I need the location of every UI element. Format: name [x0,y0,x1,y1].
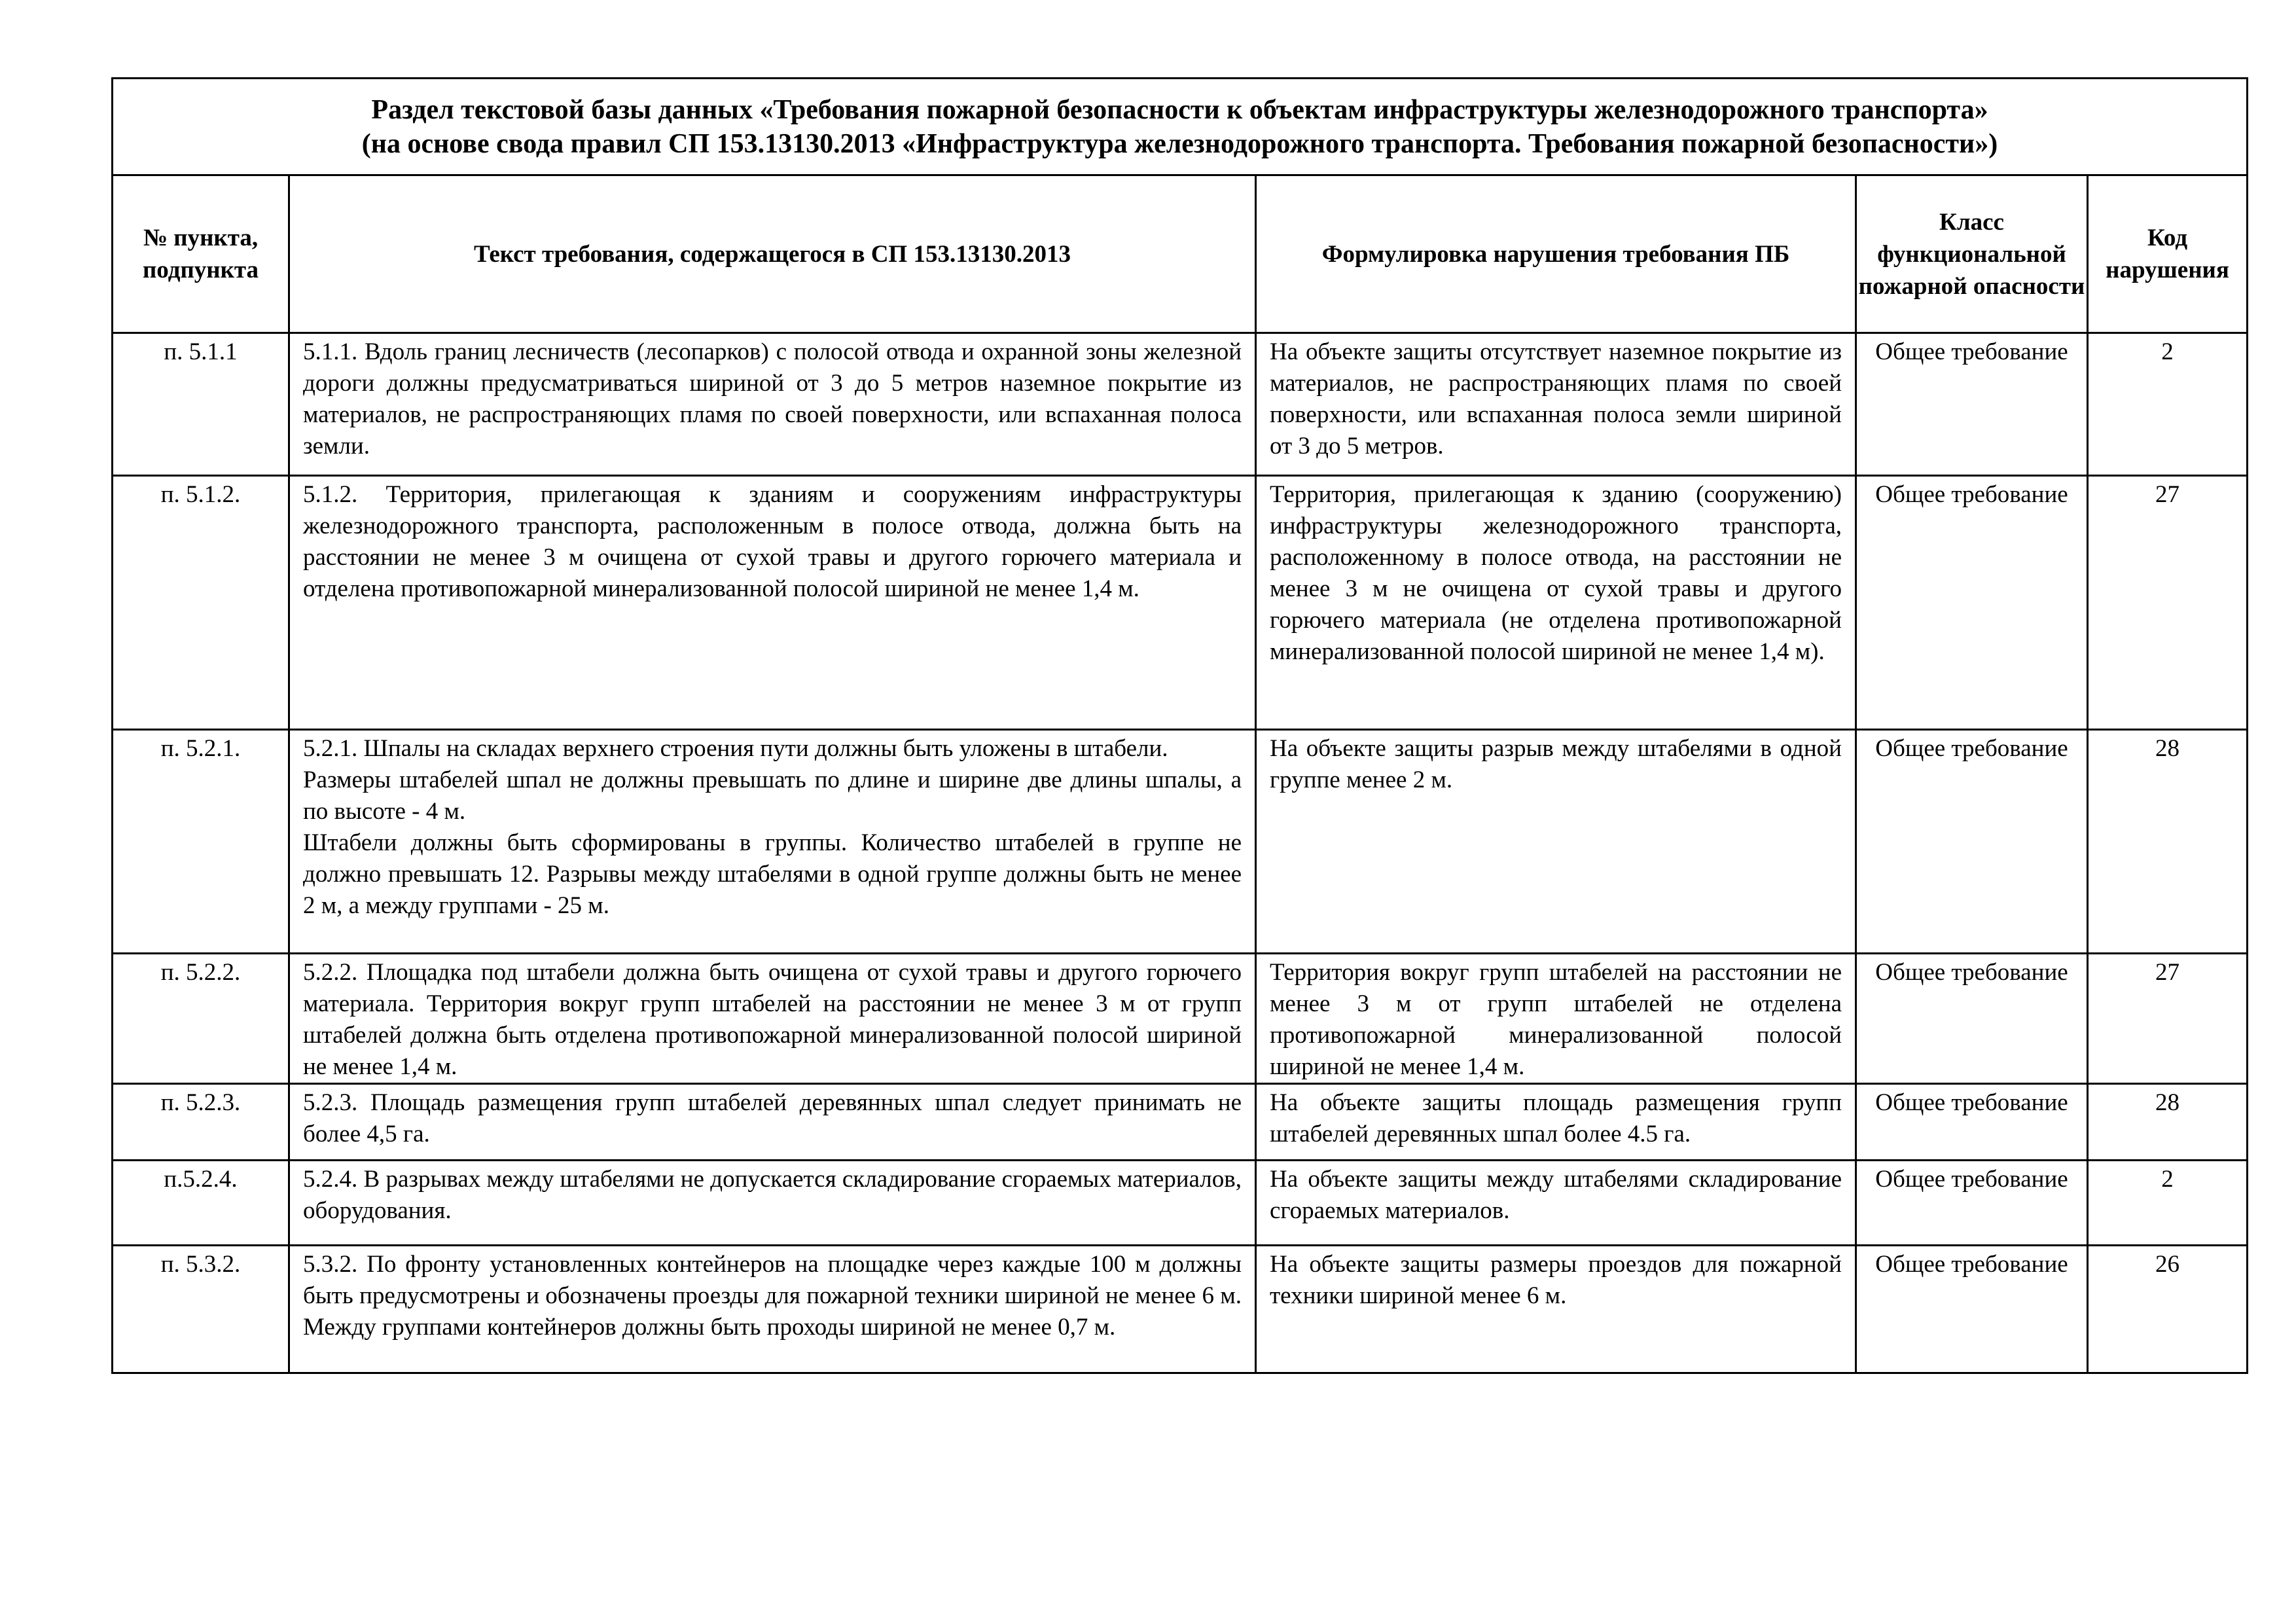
requirement-paragraph: 5.1.1. Вдоль границ лесничеств (лесопарков) с полосой отвода и охранной зоны железной дороги должны предусматриваться шириной от 3 до 5 метров наземное покрытие из материалов, не распространяющих пламя по своей поверхности, или вспаханная полоса земли. [303,338,1242,460]
cell-requirement-text [289,1161,1256,1246]
requirement-paragraph: 5.1.2. Территория, прилегающая к зданиям и сооружениям инфраструктуры железнодорожного транспорта, расположенным в полосе отвода, должна быть на расстоянии не менее 3 м очищена от сухой травы и другого горючего материала и отделена противопожарной минерализованной полосой шириной не менее 1,4 м. [303,481,1242,602]
table-body [113,333,2248,1373]
cell-violation: На объекте защиты разрыв между штабелями в одной группе менее 2 м. [1256,730,1856,954]
document-title [113,79,2248,175]
cell-requirement-text [289,730,1256,954]
column-header-text: Текст требования, содержащегося в СП 153.13130.2013 [289,175,1256,333]
cell-violation: На объекте защиты площадь размещения групп штабелей деревянных шпал более 4.5 га. [1256,1084,1856,1161]
table-row [113,333,2248,476]
cell-fire-class: Общее требование [1856,1161,2088,1246]
cell-violation: На объекте защиты размеры проездов для пожарной техники шириной менее 6 м. [1256,1246,1856,1373]
cell-fire-class: Общее требование [1856,333,2088,476]
table-row [113,954,2248,1084]
column-header-code: Код нарушения [2088,175,2248,333]
cell-requirement-text [289,954,1256,1084]
cell-num: п.5.2.4. [113,1161,289,1246]
cell-code: 27 [2088,954,2248,1084]
requirement-paragraph: 5.3.2. По фронту установленных контейнеров на площадке через каждые 100 м должны быть предусмотрены и обозначены проезды для пожарной техники шириной не менее 6 м. Между группами контейнеров должны быть проходы шириной не менее 0,7 м. [303,1251,1242,1341]
cell-fire-class: Общее требование [1856,954,2088,1084]
column-header-fire-class: Класс функциональной пожарной опасности [1856,175,2088,333]
cell-num: п. 5.2.1. [113,730,289,954]
table-row [113,476,2248,730]
cell-code: 2 [2088,333,2248,476]
column-header-violation: Формулировка нарушения требования ПБ [1256,175,1856,333]
cell-violation: На объекте защиты между штабелями складирование сгораемых материалов. [1256,1161,1856,1246]
cell-requirement-text [289,333,1256,476]
cell-violation: На объекте защиты отсутствует наземное покрытие из материалов, не распространяющих пламя по своей поверхности, или вспаханная полоса земли шириной от 3 до 5 метров. [1256,333,1856,476]
cell-requirement-text [289,1084,1256,1161]
cell-requirement-text [289,476,1256,730]
requirement-paragraph: 5.2.1. Шпалы на складах верхнего строения пути должны быть уложены в штабели. [303,735,1168,762]
title-line-1: Раздел текстовой базы данных «Требования пожарной безопасности к объектам инфраструктуры железнодорожного транспорта» [371,94,1988,125]
requirement-paragraph: 5.2.3. Площадь размещения групп штабелей деревянных шпал следует принимать не более 4,5 га. [303,1089,1242,1147]
cell-fire-class: Общее требование [1856,1084,2088,1161]
cell-code: 27 [2088,476,2248,730]
cell-num: п. 5.3.2. [113,1246,289,1373]
cell-code: 28 [2088,1084,2248,1161]
table-row [113,730,2248,954]
requirement-paragraph: 5.2.4. В разрывах между штабелями не допускается складирование сгораемых материалов, оборудования. [303,1166,1242,1224]
requirement-paragraph: Размеры штабелей шпал не должны превышать по длине и ширине две длины шпалы, а по высоте - 4 м. [303,767,1242,825]
requirements-table [111,77,2248,1374]
cell-violation: Территория, прилегающая к зданию (сооружению) инфраструктуры железнодорожного транспорта, расположенному в полосе отвода, на расстоянии не менее 3 м не очищена от сухой травы и другого горючего материала (не отделена противопожарной минерализованной полосой шириной не менее 1,4 м). [1256,476,1856,730]
cell-num: п. 5.2.3. [113,1084,289,1161]
cell-num: п. 5.2.2. [113,954,289,1084]
cell-num: п. 5.1.1 [113,333,289,476]
table-row [113,1246,2248,1373]
cell-violation: Территория вокруг групп штабелей на расстоянии не менее 3 м от групп штабелей не отделена противопожарной минерализованной полосой шириной не менее 1,4 м. [1256,954,1856,1084]
cell-fire-class: Общее требование [1856,730,2088,954]
cell-fire-class: Общее требование [1856,1246,2088,1373]
cell-fire-class: Общее требование [1856,476,2088,730]
cell-code: 2 [2088,1161,2248,1246]
cell-requirement-text [289,1246,1256,1373]
title-line-2: (на основе свода правил СП 153.13130.2013 «Инфраструктура железнодорожного транспорта. Требования пожарной безопасности») [361,128,1998,159]
column-header-num: № пункта, подпункта [113,175,289,333]
cell-num: п. 5.1.2. [113,476,289,730]
title-row [113,79,2248,175]
requirement-paragraph: Штабели должны быть сформированы в группы. Количество штабелей в группе не должно превышать 12. Разрывы между штабелями в одной группе должны быть не менее 2 м, а между группами - 25 м. [303,829,1242,919]
cell-code: 26 [2088,1246,2248,1373]
cell-code: 28 [2088,730,2248,954]
table-row [113,1161,2248,1246]
table-row [113,1084,2248,1161]
header-row [113,175,2248,333]
requirement-paragraph: 5.2.2. Площадка под штабели должна быть очищена от сухой травы и другого горючего материала. Территория вокруг групп штабелей на расстоянии не менее 3 м от групп штабелей должна быть отделена противопожарной минерализованной полосой шириной не менее 1,4 м. [303,959,1242,1080]
